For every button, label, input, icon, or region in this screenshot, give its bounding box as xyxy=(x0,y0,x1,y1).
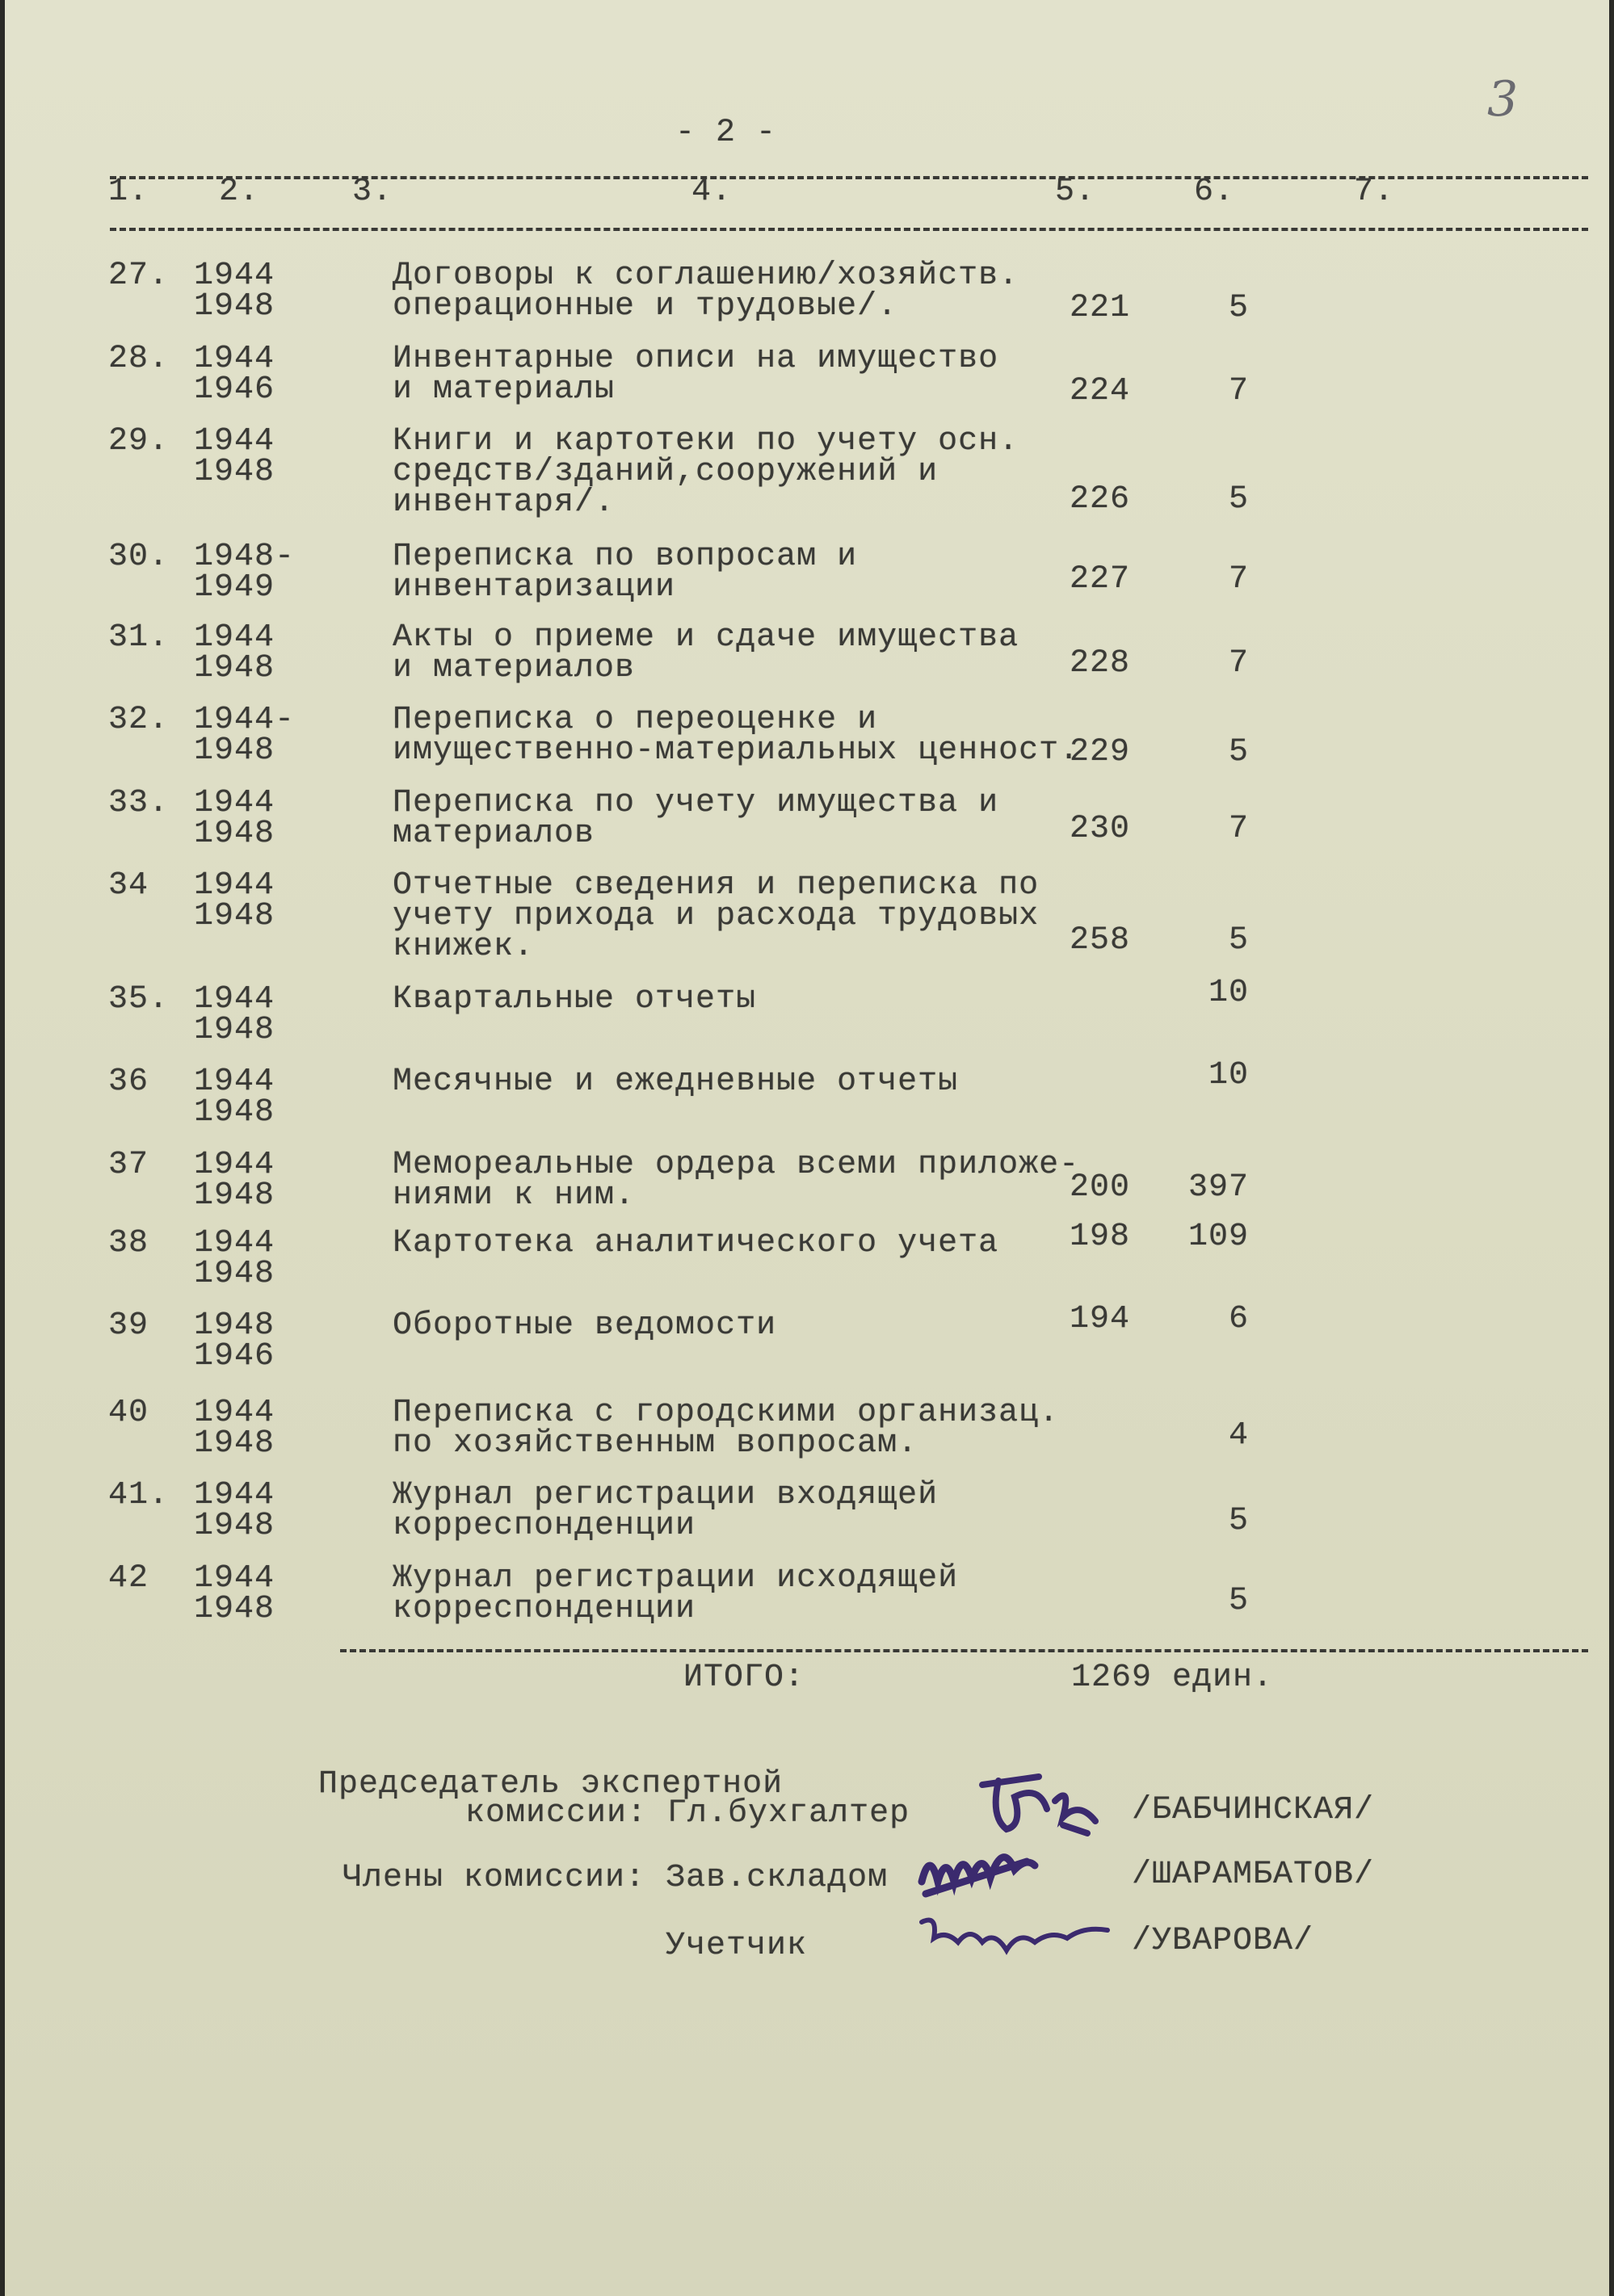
page-number: - 2 - xyxy=(675,115,777,151)
row-col6-value: 5 xyxy=(1229,481,1250,518)
column-header-4: 4. xyxy=(691,174,733,210)
row-year: 1948 xyxy=(194,1308,275,1344)
row-year: 1944- xyxy=(194,702,296,738)
row-year: 1948 xyxy=(194,816,275,852)
table-row xyxy=(5,1560,1614,1627)
row-title-line: инвентаря/. xyxy=(393,485,616,521)
column-header-7: 7. xyxy=(1354,174,1395,210)
row-year: 1946 xyxy=(194,371,275,408)
row-title-line: Переписка с городскими организац. xyxy=(393,1395,1060,1431)
row-col6-value: 10 xyxy=(1208,1057,1250,1093)
row-title-line: корреспонденции xyxy=(393,1591,696,1627)
row-col5-value: 221 xyxy=(1070,290,1131,326)
row-title-line: инвентаризации xyxy=(393,569,676,606)
row-title-line: ниями к ним. xyxy=(393,1177,636,1214)
row-title-line: Мемореальные ордера всеми приложе- xyxy=(393,1147,1080,1183)
table-row xyxy=(5,975,1614,1048)
row-number: 27. xyxy=(108,258,170,294)
row-col5-value: 226 xyxy=(1070,481,1131,518)
row-title-line: по хозяйственным вопросам. xyxy=(393,1425,918,1462)
chair-signature xyxy=(966,1752,1112,1841)
row-col5-value: 224 xyxy=(1070,373,1131,409)
row-title-line: Акты о приеме и сдаче имущества xyxy=(393,619,1019,656)
row-title-line: Переписка по учету имущества и xyxy=(393,785,999,821)
table-row xyxy=(5,1057,1614,1131)
row-year: 1944 xyxy=(194,867,275,904)
member1-signature xyxy=(914,1833,1051,1906)
row-col6-value: 5 xyxy=(1229,734,1250,770)
row-title-line: Отчетные сведения и переписка по xyxy=(393,867,1040,904)
row-col5-value: 230 xyxy=(1070,811,1131,847)
row-col6-value: 4 xyxy=(1229,1417,1250,1454)
row-year: 1948- xyxy=(194,539,296,575)
row-number: 39 xyxy=(108,1308,149,1344)
row-year: 1944 xyxy=(194,258,275,294)
row-title-line: Переписка о переоценке и xyxy=(393,702,878,738)
row-title-line: Картотека аналитического учета xyxy=(393,1225,999,1261)
row-year: 1948 xyxy=(194,898,275,934)
row-title-line: корреспонденции xyxy=(393,1508,696,1544)
row-col5-value: 194 xyxy=(1070,1301,1131,1337)
row-year: 1948 xyxy=(194,1591,275,1627)
row-year: 1944 xyxy=(194,341,275,377)
row-col6-value: 7 xyxy=(1229,645,1250,682)
row-year: 1948 xyxy=(194,1094,275,1131)
total-label: ИТОГО: xyxy=(683,1660,805,1696)
row-col6-value: 7 xyxy=(1229,811,1250,847)
row-number: 31. xyxy=(108,619,170,656)
row-year: 1944 xyxy=(194,619,275,656)
row-title-line: имущественно-материальных ценност. xyxy=(393,732,1080,769)
table-row xyxy=(5,1301,1614,1375)
row-year: 1944 xyxy=(194,1064,275,1100)
row-number: 38 xyxy=(108,1225,149,1261)
row-title-line: Книги и картотеки по учету осн. xyxy=(393,423,1019,460)
chair-name: /БАБЧИНСКАЯ/ xyxy=(1132,1792,1375,1828)
row-year: 1948 xyxy=(194,1508,275,1544)
row-col6-value: 397 xyxy=(1188,1169,1250,1206)
row-col6-value: 5 xyxy=(1229,1503,1250,1539)
table-row xyxy=(5,1477,1614,1544)
row-title-line: учету прихода и расхода трудовых xyxy=(393,898,1040,934)
row-title-line: и материалы xyxy=(393,371,616,408)
row-year: 1944 xyxy=(194,1477,275,1513)
row-number: 41. xyxy=(108,1477,170,1513)
row-col5-value: 258 xyxy=(1070,922,1131,959)
row-title-line: книжек. xyxy=(393,929,535,965)
row-title-line: материалов xyxy=(393,816,595,852)
row-col5-value: 200 xyxy=(1070,1169,1131,1206)
table-row xyxy=(5,423,1614,521)
table-row xyxy=(5,258,1614,326)
table-row xyxy=(5,539,1614,606)
member2-role: Учетчик xyxy=(666,1928,808,1964)
member1-name: /ШАРАМБАТОВ/ xyxy=(1132,1857,1375,1893)
table-row xyxy=(5,1219,1614,1292)
row-col6-value: 5 xyxy=(1229,290,1250,326)
table-row xyxy=(5,619,1614,686)
row-number: 37 xyxy=(108,1147,149,1183)
chair-title-line2: комиссии: Гл.бухгалтер xyxy=(465,1795,910,1832)
row-year: 1948 xyxy=(194,1012,275,1048)
table-row xyxy=(5,341,1614,409)
row-col6-value: 7 xyxy=(1229,373,1250,409)
table-row xyxy=(5,702,1614,770)
row-title-line: Журнал регистрации входящей xyxy=(393,1477,939,1513)
row-year: 1944 xyxy=(194,1147,275,1183)
table-row xyxy=(5,1147,1614,1214)
row-title-line: Журнал регистрации исходящей xyxy=(393,1560,959,1597)
row-year: 1948 xyxy=(194,1177,275,1214)
row-title-line: Квартальные отчеты xyxy=(393,981,757,1018)
row-col6-value: 5 xyxy=(1229,922,1250,959)
column-header-3: 3. xyxy=(352,174,393,210)
row-year: 1944 xyxy=(194,423,275,460)
row-year: 1949 xyxy=(194,569,275,606)
row-col6-value: 7 xyxy=(1229,561,1250,598)
column-header-5: 5. xyxy=(1055,174,1096,210)
row-year: 1948 xyxy=(194,288,275,325)
member2-signature xyxy=(914,1906,1124,1971)
row-number: 40 xyxy=(108,1395,149,1431)
row-year: 1946 xyxy=(194,1338,275,1375)
row-number: 32. xyxy=(108,702,170,738)
row-title-line: операционные и трудовые/. xyxy=(393,288,898,325)
row-year: 1944 xyxy=(194,785,275,821)
row-title-line: и материалов xyxy=(393,650,636,686)
row-col6-value: 109 xyxy=(1188,1219,1250,1255)
row-col5-value: 198 xyxy=(1070,1219,1131,1255)
row-title-line: средств/зданий,сооружений и xyxy=(393,454,939,490)
row-number: 42 xyxy=(108,1560,149,1597)
row-number: 35. xyxy=(108,981,170,1018)
document-page xyxy=(5,0,1609,2296)
row-year: 1948 xyxy=(194,454,275,490)
row-title-line: Инвентарные описи на имущество xyxy=(393,341,999,377)
row-year: 1944 xyxy=(194,1395,275,1431)
row-col6-value: 10 xyxy=(1208,975,1250,1011)
row-number: 33. xyxy=(108,785,170,821)
row-year: 1948 xyxy=(194,1256,275,1292)
members-label: Члены комиссии: Зав.складом xyxy=(343,1860,889,1896)
row-title-line: Переписка по вопросам и xyxy=(393,539,858,575)
row-col5-value: 227 xyxy=(1070,561,1131,598)
table-row xyxy=(5,1395,1614,1462)
column-header-1: 1. xyxy=(108,174,149,210)
row-year: 1948 xyxy=(194,650,275,686)
table-row xyxy=(5,785,1614,852)
row-title-line: Договоры к соглашению/хозяйств. xyxy=(393,258,1019,294)
header-bottom-divider xyxy=(110,228,1588,231)
total-divider xyxy=(340,1649,1588,1652)
row-number: 29. xyxy=(108,423,170,460)
row-year: 1944 xyxy=(194,1560,275,1597)
column-header-6: 6. xyxy=(1194,174,1235,210)
chair-title-line1: Председатель экспертной xyxy=(318,1766,784,1803)
row-number: 30. xyxy=(108,539,170,575)
row-year: 1948 xyxy=(194,1425,275,1462)
row-year: 1948 xyxy=(194,732,275,769)
row-year: 1944 xyxy=(194,981,275,1018)
column-header-2: 2. xyxy=(219,174,260,210)
row-title-line: Месячные и ежедневные отчеты xyxy=(393,1064,959,1100)
row-number: 28. xyxy=(108,341,170,377)
row-number: 34 xyxy=(108,867,149,904)
total-value: 1269 един. xyxy=(1071,1660,1274,1696)
sheet-number-handwritten: 3 xyxy=(1487,71,1519,128)
table-row xyxy=(5,867,1614,965)
row-col5-value: 228 xyxy=(1070,645,1131,682)
row-number: 36 xyxy=(108,1064,149,1100)
row-title-line: Оборотные ведомости xyxy=(393,1308,777,1344)
row-year: 1944 xyxy=(194,1225,275,1261)
row-col6-value: 5 xyxy=(1229,1583,1250,1619)
row-col5-value: 229 xyxy=(1070,734,1131,770)
member2-name: /УВАРОВА/ xyxy=(1132,1923,1314,1959)
row-col6-value: 6 xyxy=(1229,1301,1250,1337)
